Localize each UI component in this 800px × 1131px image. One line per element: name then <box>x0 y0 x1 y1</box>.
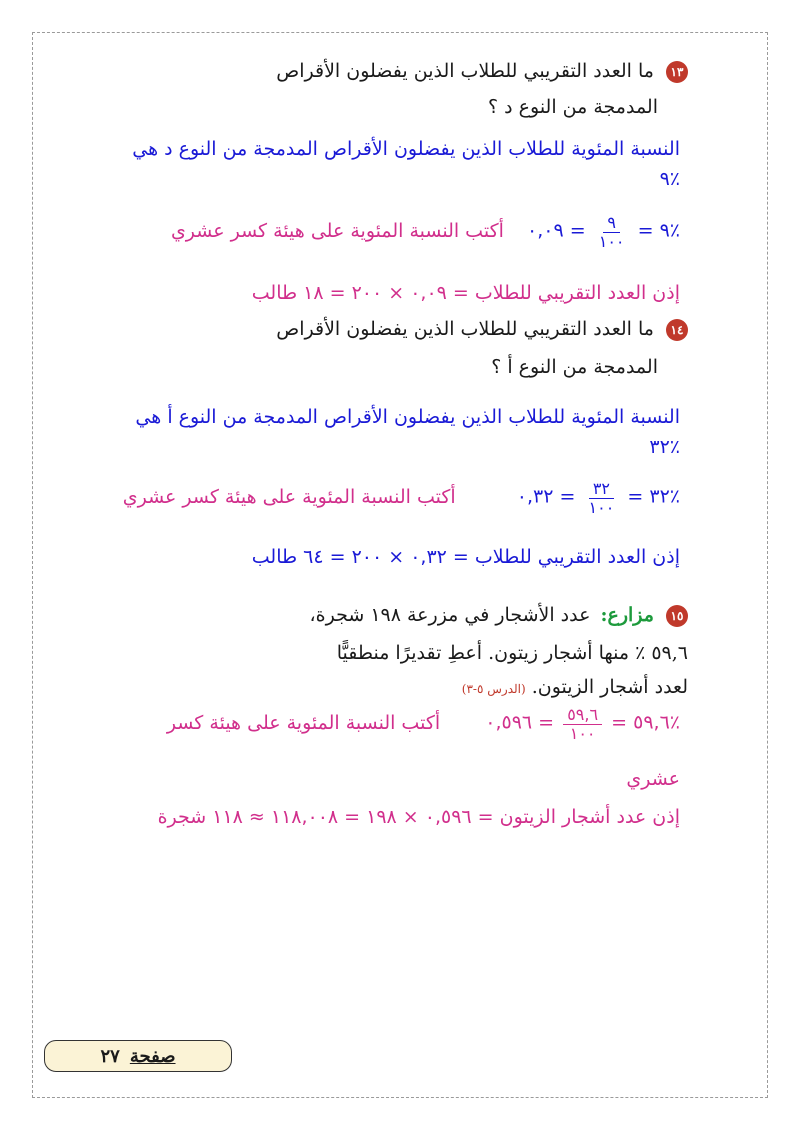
q13-line2: المدمجة من النوع د ؟ <box>488 96 658 118</box>
q15-line3-text: لعدد أشجار الزيتون. <box>531 676 688 698</box>
q15-note-continued: عشري <box>626 768 680 790</box>
q13-line1 <box>276 60 688 83</box>
q13-eq-right: = ٠,٠٩ <box>527 219 586 242</box>
q14-answer-line2: ٪٣٢ <box>649 436 680 458</box>
q14-eq-right: = ٠,٣٢ <box>516 485 576 508</box>
q13-frac-numerator: ٩ <box>603 214 620 233</box>
q15-eq-left: ٪٥٩,٦ = <box>611 711 680 734</box>
q13-answer-line1: النسبة المئوية للطلاب الذين يفضلون الأقراص المدمجة من النوع د هي <box>132 138 680 160</box>
q15-field-label: مزارع: <box>600 604 654 626</box>
q15-fraction <box>563 706 602 742</box>
q14-eq-left: ٪٣٢ = <box>627 485 680 508</box>
q13-answer-line2: ٪٩ <box>659 168 680 190</box>
q15-question-text: عدد الأشجار في مزرعة ١٩٨ شجرة، <box>309 604 591 626</box>
q13-note: أكتب النسبة المئوية على هيئة كسر عشري <box>170 219 504 242</box>
q15-eq-right: = ٠,٥٩٦ <box>485 711 555 734</box>
q13-fraction <box>595 214 629 250</box>
q15-conclusion: إذن عدد أشجار الزيتون = ٠,٥٩٦ × ١٩٨ = ١١٨,٠٠٨ ≈ ١١٨ شجرة <box>157 806 680 828</box>
q15-frac-numerator: ٥٩,٦ <box>563 706 602 725</box>
q15-frac-denominator: ١٠٠ <box>569 723 596 743</box>
page-label: صفحة <box>129 1045 176 1067</box>
page-number-box <box>44 1040 232 1072</box>
q14-line2: المدمجة من النوع أ ؟ <box>491 356 658 378</box>
q15-line3 <box>462 676 688 698</box>
q14-line1 <box>276 318 688 341</box>
q15-line2: ٥٩,٦ ٪ منها أشجار زيتون. أعطِ تقديرًا منطقيًّا <box>336 642 688 664</box>
q13-eq-left: ٪٩ = <box>637 219 680 242</box>
q15-note: أكتب النسبة المئوية على هيئة كسر <box>166 711 441 734</box>
q15-lesson-ref: (الدرس ٥-٣) <box>461 682 526 696</box>
q15-line1 <box>310 604 688 627</box>
q14-answer-line1: النسبة المئوية للطلاب الذين يفضلون الأقراص المدمجة من النوع أ هي <box>135 406 680 428</box>
q15-equation <box>167 706 680 742</box>
q14-fraction <box>585 480 619 516</box>
q13-question-text: ما العدد التقريبي للطلاب الذين يفضلون الأقراص <box>276 60 654 82</box>
q13-frac-denominator: ١٠٠ <box>598 231 625 251</box>
q14-number-badge: ١٤ <box>666 319 688 341</box>
q15-number-badge: ١٥ <box>666 605 688 627</box>
q13-equation <box>171 214 680 250</box>
q14-note: أكتب النسبة المئوية على هيئة كسر عشري <box>122 485 456 508</box>
q13-conclusion: إذن العدد التقريبي للطلاب = ٠,٠٩ × ٢٠٠ = ١٨ طالب <box>251 282 680 304</box>
q13-number-badge: ١٣ <box>666 61 688 83</box>
q14-frac-denominator: ١٠٠ <box>588 497 615 517</box>
q14-question-text: ما العدد التقريبي للطلاب الذين يفضلون الأقراص <box>276 318 654 340</box>
page-number: ٢٧ <box>100 1045 120 1067</box>
q14-frac-numerator: ٣٢ <box>589 480 614 499</box>
q14-equation <box>123 480 680 516</box>
q14-conclusion: إذن العدد التقريبي للطلاب = ٠,٣٢ × ٢٠٠ = ٦٤ طالب <box>251 546 680 568</box>
